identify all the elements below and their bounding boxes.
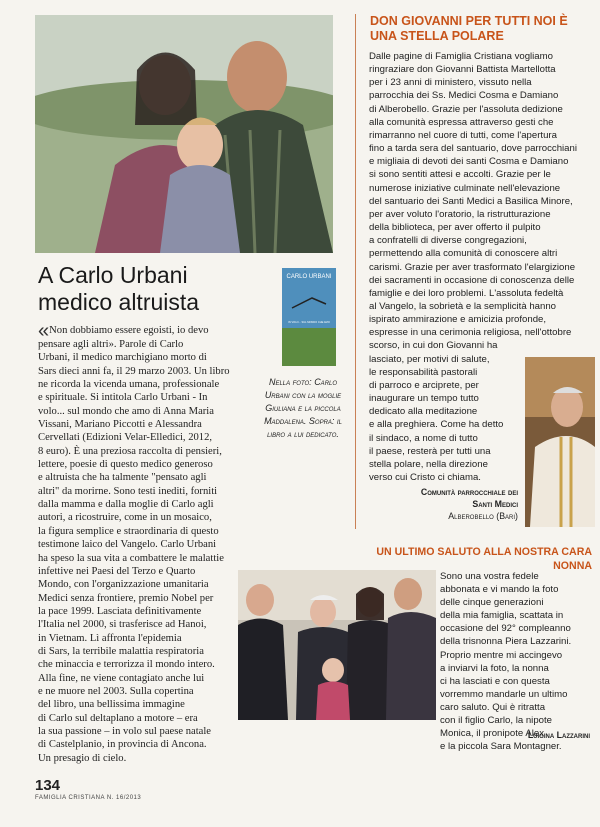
body-line: del santuario dei Santi Medici a Basilica Minore, — [369, 195, 573, 207]
body-line: Un presagio di cielo. — [38, 752, 127, 764]
body-line: numerose iniziative culminate nell'elevazione — [369, 182, 561, 194]
body-line: di Carlo sul deltaplano a motore – era — [38, 712, 198, 724]
body-line: vorremmo mandarle un ultimo — [440, 688, 568, 700]
body-line: verso cui Cristo ci chiama. — [369, 472, 481, 483]
body-line: ne ricorda la vicenda umana, professionale — [38, 379, 220, 391]
body-line: di Castelplanio, in provincia di Ancona. — [38, 739, 207, 751]
body-line: Proprio mentre mi accingevo — [440, 649, 563, 661]
body-line: e spirituale. Si intitola Carlo Urbani - In — [38, 392, 208, 404]
quote-mark: « — [38, 320, 50, 342]
body-line: ispirato ammirazione e amicizia profonde, — [369, 314, 547, 326]
body-line: a inviarvi la foto, la nonna — [440, 662, 549, 674]
body-line: inaugurare un tempo tutto — [369, 393, 479, 405]
body-line: la sua passione – in volo sul paese natale — [38, 725, 211, 737]
book-title: CARLO URBANI — [286, 274, 332, 280]
body-line: lasciato, per motivi di salute, — [369, 353, 490, 365]
body-line: Medici senza frontiere, premio Nobel per — [38, 592, 214, 604]
body-line: di Alberobello. Grazie per l'assoluta dedizione — [369, 103, 563, 115]
body-line: Sars dieci anni fa, il 29 marzo 2003. Un libro — [38, 365, 230, 377]
body-line: Alla fine, ne viene contagiato anche lui — [38, 672, 205, 684]
body-line: volo... sul mondo che amo di Anna Maria — [38, 405, 214, 417]
body-line: con il figlio Carlo, la nipote — [440, 715, 552, 727]
body-line: e la piccola Sara Montagner. — [440, 741, 562, 753]
body-line: a confratelli di diverse congregazioni, — [369, 235, 527, 247]
body-line: 8 euro). È una preziosa raccolta di pensieri, — [38, 445, 222, 457]
body-line: della biblioteca, per aver offerto il pulpito — [369, 222, 541, 234]
letter-signature: Comunità parrocchiale dei Santi Medici Alberobello (Bari) — [420, 487, 518, 521]
body-line: caro saluto. Qui è ritratta — [440, 701, 546, 713]
body-line: l'Italia nel 2000, si trasferisce ad Hanoi, — [38, 619, 207, 631]
body-line: dalla mamma e dalla moglie di Carlo agli — [38, 499, 214, 511]
body-line: famiglie e dei loro problemi. L'assoluta fedeltà — [369, 287, 564, 299]
body-line: e altruista che ha talmente "pensato agli — [38, 472, 207, 484]
letter-body-2 — [440, 570, 595, 753]
body-line: scorso, in cui don Giovanni ha — [369, 340, 498, 352]
body-line: Sono una vostra fedele — [440, 571, 539, 582]
body-line: si sono sentiti attesi e accolti. Grazie per le — [369, 169, 551, 181]
body-line: Cervellati (Edizioni Velar-Elledici, 2012, — [38, 432, 213, 444]
five-generations-photo — [238, 570, 436, 720]
body-line: dedicato alla meditazione — [369, 406, 478, 418]
body-line: di parroco e arciprete, per — [369, 379, 479, 391]
body-line: lettere, poesie di questo medico generoso — [38, 459, 213, 471]
family-photo — [35, 15, 333, 253]
body-line: Mondo, con l'organizzazione umanitaria — [38, 579, 209, 591]
body-line: la figura semplice e straordinaria di questo — [38, 525, 219, 537]
body-line: rimarranno nel cuore di tutti, come l'apertura — [369, 129, 557, 141]
body-line: al Vangelo, la sobrietà e la semplicità hanno — [369, 300, 557, 312]
body-line: della trisnonna Piera Lazzarini. — [440, 636, 572, 648]
priest-photo — [525, 357, 595, 527]
body-line: pensare agli altri». Parole di Carlo — [38, 339, 184, 350]
body-line: e ne muore nel 2003. Sulla copertina — [38, 685, 194, 697]
body-line: la pace 1999. Lasciata definitivamente — [38, 605, 202, 617]
article-title: A Carlo Urbani medico altruista — [38, 262, 200, 315]
body-line: espresse in una cerimonia religiosa, nell'ottobre — [369, 327, 572, 339]
body-line: di Sars, la terribile malattia respiratoria — [38, 645, 204, 657]
page-number: 134 — [35, 777, 61, 794]
body-line: occasione del 92° compleanno — [440, 623, 571, 635]
body-line: ci ha lasciati e con questa — [440, 675, 550, 687]
body-line: ringraziare don Giovanni Battista Martellotta — [369, 64, 556, 76]
letter-signature-2: Luigina Lazzarini — [527, 730, 590, 740]
body-line: del libro, una bellissima immagine — [38, 699, 185, 711]
body-line: altri" da morirne. Sono testi inediti, forniti — [38, 485, 218, 497]
body-line: le responsabilità pastorali — [369, 366, 478, 378]
book-subtitle: IN VOLO... SUL MONDO CHE AMO — [288, 321, 330, 324]
body-line: permettendo alla comunità di conoscere altri — [369, 248, 558, 260]
body-line: il paese, resterà per tutti una — [369, 445, 491, 457]
photo-caption: Nella foto: Carlo Urbani con la moglie Giuliana e la piccola Maddalena. Sopra: il libro a lui dedicato. — [264, 377, 342, 439]
body-line: fino a tarda sera del santuario, dove parrocchiani — [369, 143, 577, 155]
body-line: delle cinque generazioni — [440, 597, 544, 609]
body-line: Urbani, il medico marchigiano morto di — [38, 352, 207, 364]
body-line: per aver voluto l'oratorio, la ristrutturazione — [369, 208, 551, 220]
body-line: stella polare, nella direzione — [369, 458, 488, 470]
magazine-issue: FAMIGLIA CRISTIANA N. 16/2013 — [35, 795, 142, 801]
body-line: abbonata e vi mando la foto — [440, 584, 559, 596]
body-line: il sindaco, a nome di tutto — [369, 432, 478, 444]
body-line: carismi. Grazie per aver trasformato l'elargizione — [369, 261, 576, 273]
body-line: Vissani, Mariano Piccotti e Alessandra — [38, 419, 202, 431]
body-line: e migliaia di devoti dei santi Cosma e Damiano — [369, 156, 569, 168]
letter-title-2: UN ULTIMO SALUTO ALLA NOSTRA CARA NONNA — [376, 546, 592, 572]
body-line: della mia famiglia, scattata in — [440, 610, 564, 622]
body-line: ha speso la sua vita a combattere le malattie — [38, 552, 224, 564]
body-line: testimone laico del Vangelo. Carlo Urbani — [38, 539, 217, 551]
body-line: in Vietnam. Lì affronta l'epidemia — [38, 632, 182, 644]
body-line: «Non dobbiamo essere egoisti, io devo — [38, 320, 209, 342]
body-line: autori, a ricostruire, come in un mosaico, — [38, 512, 212, 524]
body-line: alla comunità espressa attraverso gesti che — [369, 116, 554, 128]
body-line: che minaccia e terrorizza il mondo intero. — [38, 659, 215, 671]
column-divider — [355, 14, 356, 529]
body-line: Monica, il pronipote Alex — [440, 728, 544, 740]
body-line: per i 23 anni di ministero, vissuto nella — [369, 77, 532, 89]
body-line: dei sacramenti in occasione di conoscenza delle — [369, 274, 575, 286]
body-line: infettive nei Paesi del Terzo e Quarto — [38, 565, 196, 577]
body-line: e alla preghiera. Come ha detto — [369, 419, 504, 431]
letter-title: DON GIOVANNI PER TUTTI NOI È UNA STELLA POLARE — [370, 14, 568, 43]
body-line: Dalle pagine di Famiglia Cristiana vogliamo — [369, 51, 553, 62]
body-line: parrocchia dei Ss. Medici Cosma e Damiano — [369, 90, 559, 102]
